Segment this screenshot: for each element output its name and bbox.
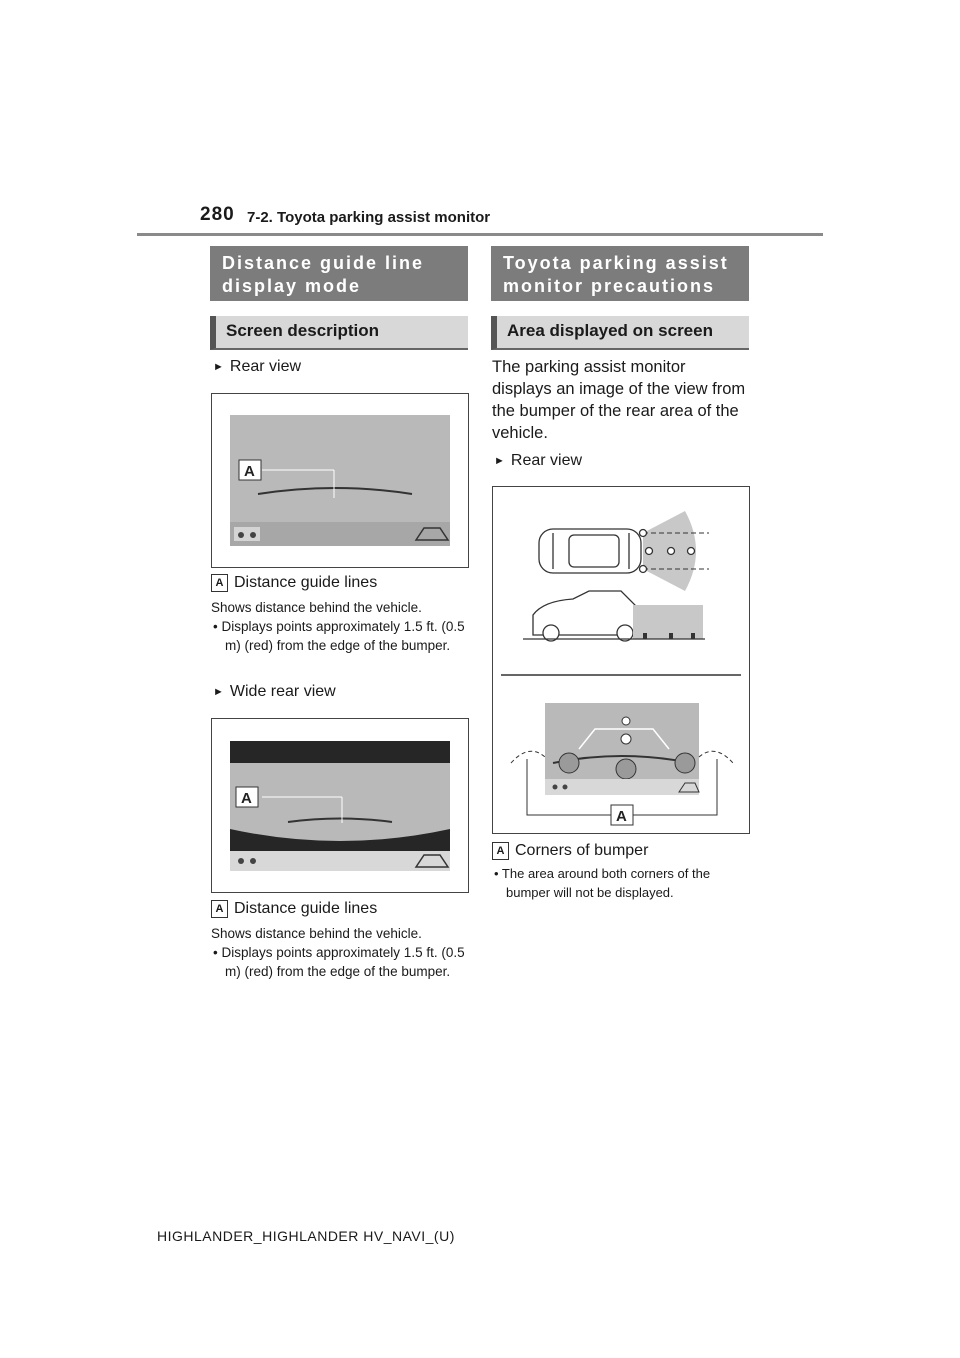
left-section-heading-text: Distance guide line display mode [222,253,425,296]
rear-view-figure [211,393,469,568]
bullet-wide-rear-view-text: Wide rear view [229,683,336,700]
corners-caption [492,842,648,860]
wide-rear-view-screen-illustration [212,719,468,892]
right-section-heading [491,246,749,301]
rear-description [211,598,473,655]
car-side-view [533,591,643,641]
label-a-marker: A [492,842,509,860]
wide-description-text: Shows distance behind the vehicle. [211,926,422,941]
area-diagram-figure [492,486,750,834]
corners-description [492,864,752,902]
car-top-view [539,529,641,573]
header-rule [137,233,823,236]
triangle-bullet-icon: ► [213,361,224,373]
svg-text:A: A [241,790,252,807]
label-a-marker: A [211,574,228,592]
rear-view-screen-illustration [212,394,468,567]
rear-caption [211,574,377,592]
rear-description-point: • Displays points approximately 1.5 ft. (0.5 m) (red) from the edge of the bumper. [213,619,465,653]
right-section-heading-text: Toyota parking assist monitor precautions [503,253,729,296]
corners-description-point: • The area around both corners of the bumper will not be displayed. [494,866,711,900]
rear-description-text: Shows distance behind the vehicle. [211,600,422,615]
wide-caption-text: Distance guide lines [234,900,378,917]
section-title: 7-2. Toyota parking assist monitor [247,209,491,226]
rear-caption-text: Distance guide lines [234,574,378,591]
right-subheading [491,316,749,350]
bullet-wide-rear-view [213,683,336,701]
page-number: 280 [200,204,235,225]
wide-description [211,924,473,981]
wide-caption [211,900,377,918]
left-subheading-text: Screen description [226,321,380,340]
left-subheading [210,316,468,350]
footer-model-code: HIGHLANDER_HIGHLANDER HV_NAVI_(U) [157,1228,455,1244]
svg-text:A: A [244,463,255,480]
bullet-rear-view [213,358,301,376]
svg-text:A: A [616,808,627,825]
bullet-rear-view-right [494,452,582,470]
triangle-bullet-icon: ► [213,686,224,698]
label-a-marker: A [211,900,228,918]
area-diagram-illustration [493,487,749,833]
corners-caption-text: Corners of bumper [515,842,649,859]
bullet-rear-view-text: Rear view [229,358,302,375]
right-subheading-text: Area displayed on screen [507,321,713,340]
wide-description-point: • Displays points approximately 1.5 ft. (0.5 m) (red) from the edge of the bumper. [213,945,465,979]
wide-rear-view-figure [211,718,469,893]
left-section-heading [210,246,468,301]
triangle-bullet-icon: ► [494,455,505,467]
area-body-text: The parking assist monitor displays an image of the view from the bumper of the rear area of the vehicle. [492,358,746,442]
bullet-rear-view-right-text: Rear view [510,452,583,469]
